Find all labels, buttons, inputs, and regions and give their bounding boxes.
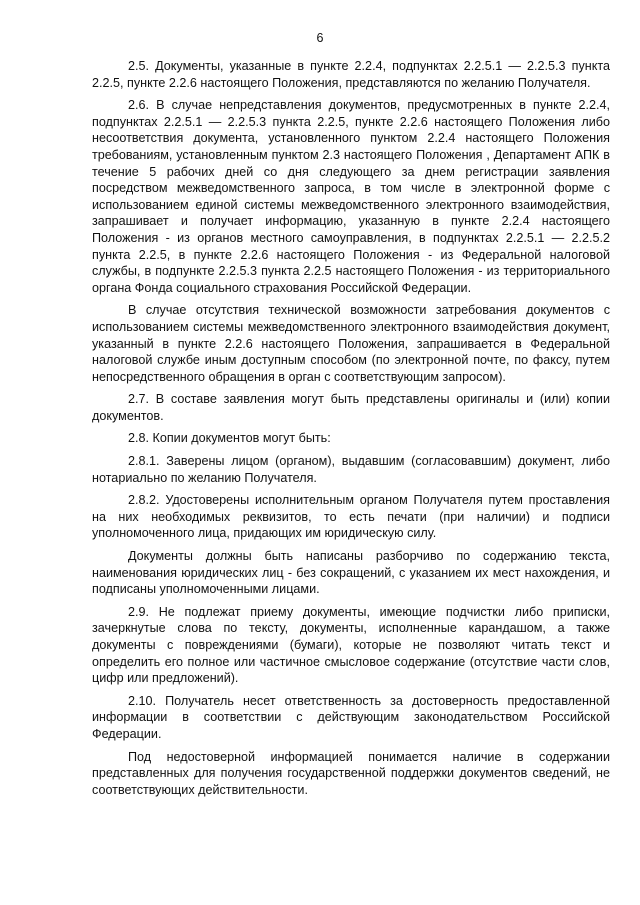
paragraph-documents-requirements: Документы должны быть написаны разборчиво по содержанию текста, наименования юридических лиц - без сокращений, с указанием их мест нахождения, и подписаны уполномоченными лицами. — [92, 549, 610, 597]
paragraph-2-6-no-tech-possibility: В случае отсутствия технической возможности затребования документов с использованием системы межведомственного электронного взаимодействия документ, указанный в пункте 2.2.6 настоящего Положения, запрашивается в Федеральной налоговой службе иным доступным способом (по электронной почте, по факсу, путем непосредственного обращения в орган с соответствующим запросом). — [92, 303, 610, 384]
page-number: 6 — [316, 31, 324, 45]
paragraph-2-5: 2.5. Документы, указанные в пункте 2.2.4, подпунктах 2.2.5.1 — 2.2.5.3 пункта 2.2.5, пункте 2.2.6 настоящего Положения, представляются по желанию Получателя. — [92, 59, 610, 90]
paragraph-2-8-1: 2.8.1. Заверены лицом (органом), выдавшим (согласовавшим) документ, либо нотариально по желанию Получателя. — [92, 454, 610, 485]
paragraph-unreliable-information: Под недостоверной информацией понимается наличие в содержании представленных для получения государственной поддержки документов сведений, не соответствующих действительности. — [92, 749, 610, 797]
paragraph-2-9: 2.9. Не подлежат приему документы, имеющие подчистки либо приписки, зачеркнутые слова по тексту, документы, исполненные карандашом, а также документы с повреждениями (бумаги), которые не позволяют читать текст и определить его полное или частичное смысловое содержание (отсутствие части слов, цифр или предложений). — [92, 604, 610, 686]
paragraph-2-10: 2.10. Получатель несет ответственность за достоверность предоставленной информации в соответствии с действующим законодательством Российской Федерации. — [92, 693, 610, 741]
paragraph-2-7: 2.7. В составе заявления могут быть представлены оригиналы и (или) копии документов. — [92, 392, 610, 423]
paragraph-2-8: 2.8. Копии документов могут быть: — [128, 431, 331, 446]
document-body — [92, 58, 610, 804]
paragraph-2-6: 2.6. В случае непредставления документов, предусмотренных в пункте 2.2.4, подпунктах 2.2.5.1 — 2.2.5.3 пункта 2.2.5, пункте 2.2.6 настоящего Положения либо несоответствия документа, установленного пунктом 2.2.4 настоящего Положения требованиям, установленным пунктом 2.3 настоящего Положения , Департамент АПК в течение 5 рабочих дней со дня следующего за днем регистрации заявления посредством межведомственного запроса, в том числе в электронной форме с использованием единой системы межведомственного электронного взаимодействия, запрашивает и получает информацию, указанную в пункте 2.2.4 настоящего Положения - из органов местного самоуправления, в подпунктах 2.2.5.1 — 2.2.5.2 пункта 2.2.5, в пункте 2.2.6 настоящего Положения - из Федеральной налоговой службы, в подпункте 2.2.5.3 пункта 2.2.5 настоящего Положения - из территориального органа Фонда социального страхования Российской Федерации. — [92, 98, 610, 295]
paragraph-2-8-2: 2.8.2. Удостоверены исполнительным органом Получателя путем проставления на них необходимых реквизитов, то есть печати (при наличии) и подписи уполномоченного лица, придающих им юридическую силу. — [92, 493, 610, 541]
